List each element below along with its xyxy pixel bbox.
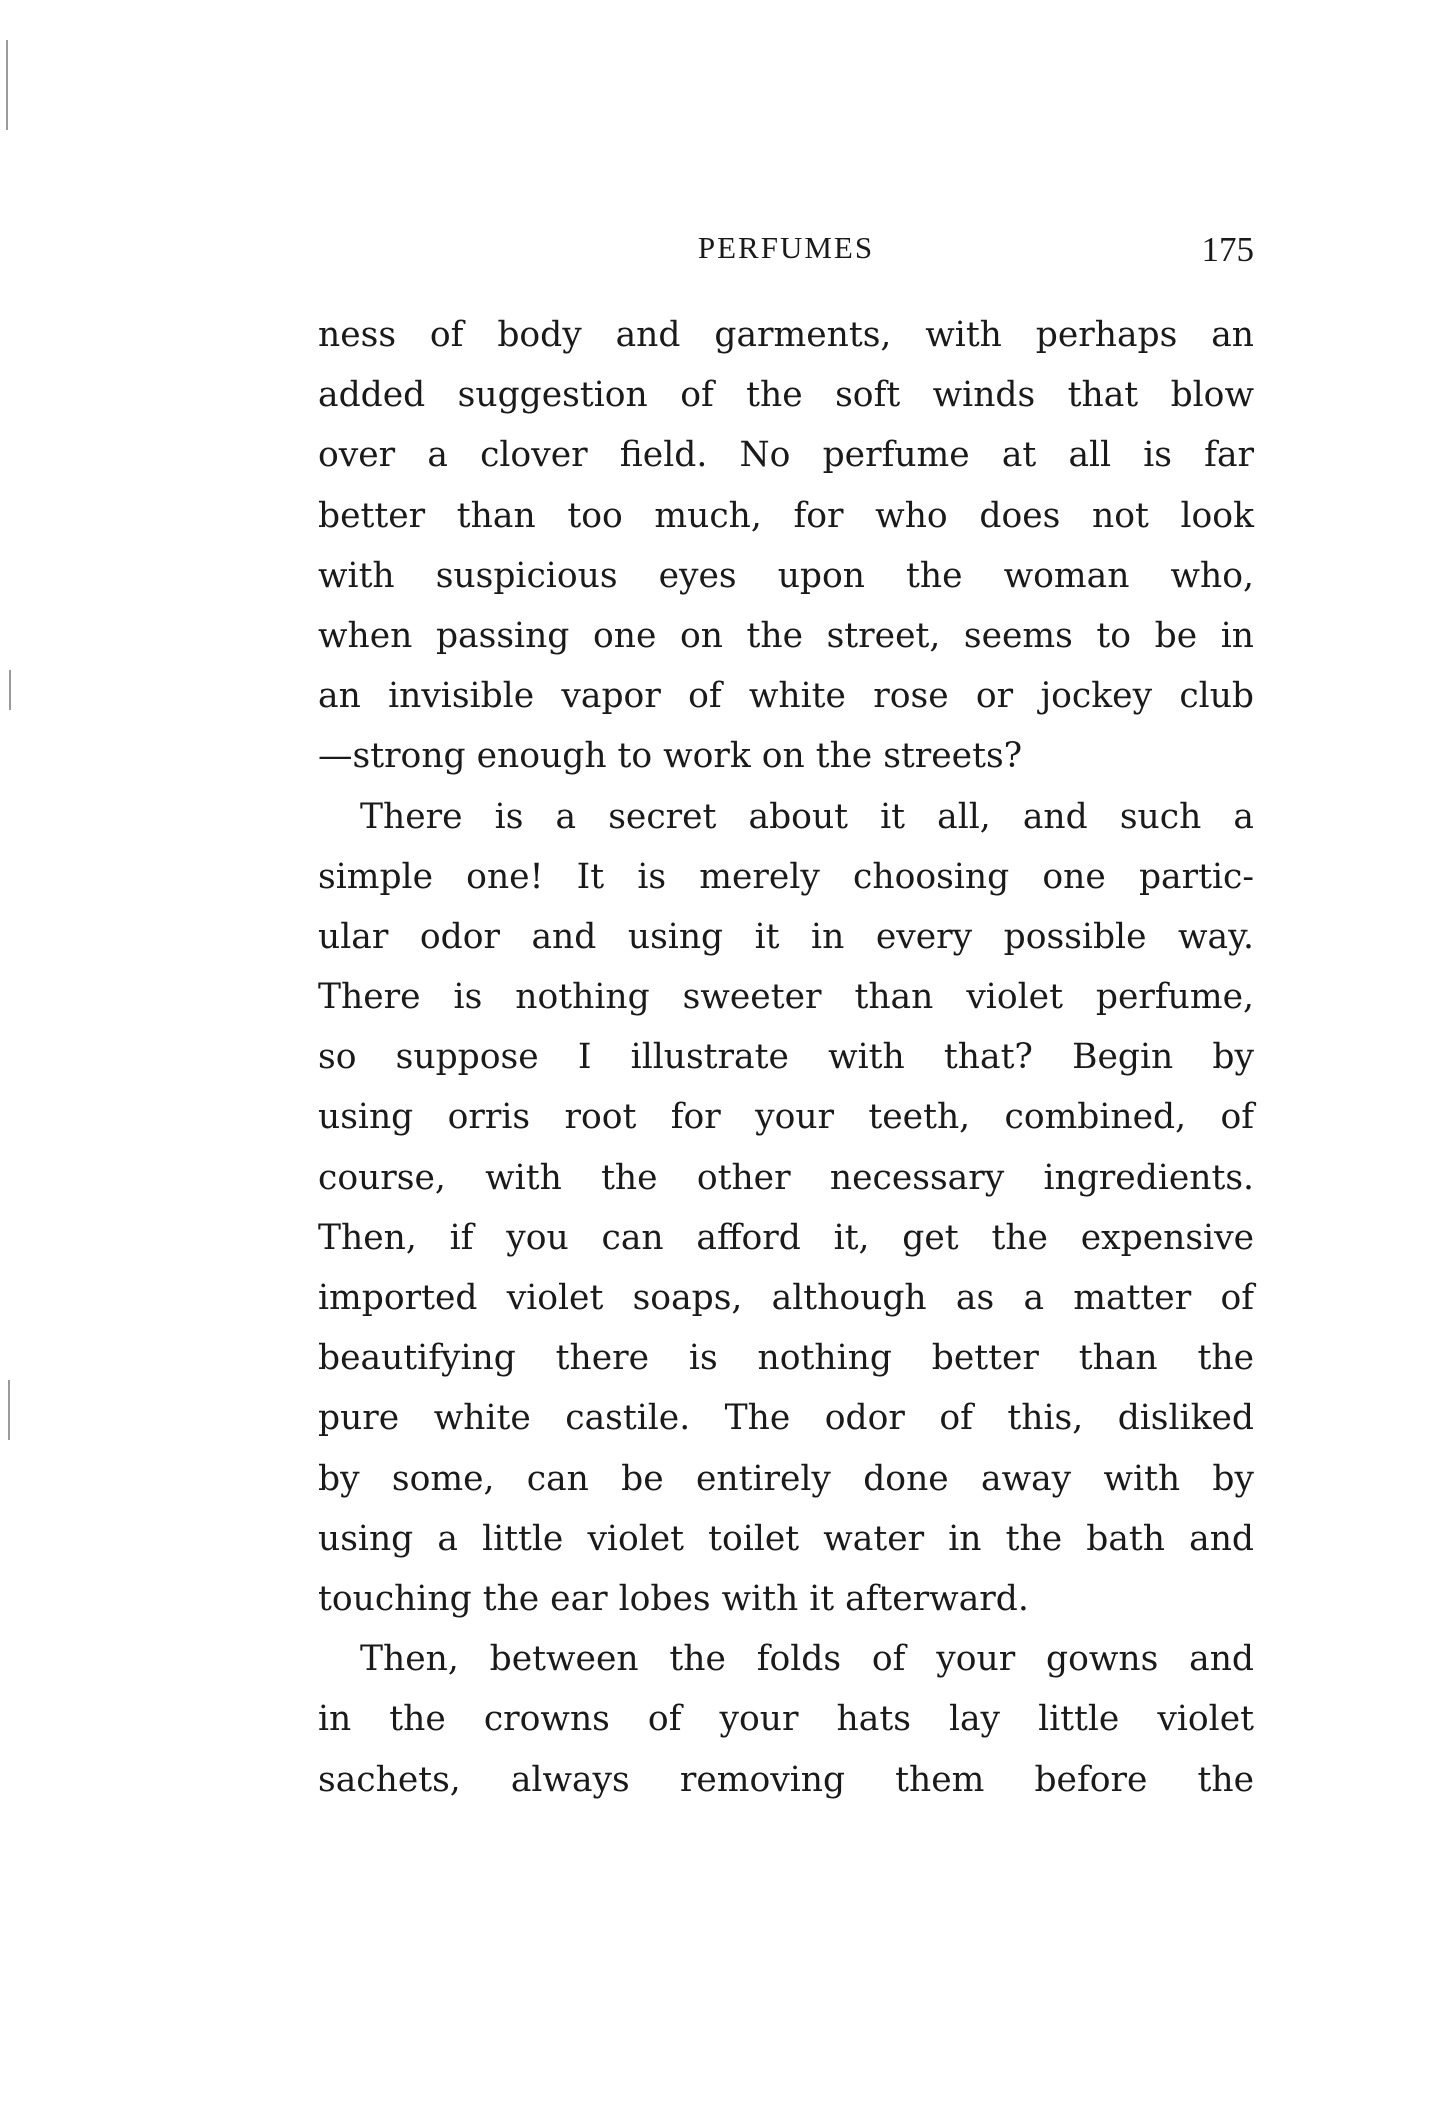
text-line: when passing one on the street, seems to be in bbox=[318, 615, 1254, 656]
text-line: There is nothing sweeter than violet perfume, bbox=[318, 977, 1254, 1018]
text-line: over a clover field. No perfume at all is far bbox=[318, 435, 1254, 476]
text-line: sachets, always removing them before the bbox=[318, 1759, 1254, 1800]
text-line: imported violet soaps, although as a matter of bbox=[318, 1278, 1254, 1318]
text-line: in the crowns of your hats lay little violet bbox=[318, 1699, 1254, 1740]
running-head bbox=[318, 230, 1254, 280]
body-text bbox=[318, 305, 1254, 1810]
text-line: with suspicious eyes upon the woman who, bbox=[318, 555, 1254, 596]
text-line: added suggestion of the soft winds that blow bbox=[318, 375, 1254, 416]
text-line: ular odor and using it in every possible way. bbox=[318, 916, 1254, 957]
text-line: an invisible vapor of white rose or jockey club bbox=[318, 676, 1254, 717]
page-number: 175 bbox=[1201, 230, 1254, 269]
text-line: Then, if you can afford it, get the expensive bbox=[318, 1217, 1254, 1258]
text-line: ness of body and garments, with perhaps an bbox=[318, 315, 1254, 355]
paragraph-start-line: Then, between the folds of your gowns and bbox=[360, 1639, 1254, 1680]
text-line: by some, can be entirely done away with by bbox=[318, 1458, 1254, 1499]
text-line: course, with the other necessary ingredients. bbox=[318, 1157, 1254, 1198]
text-line: simple one! It is merely choosing one partic- bbox=[318, 856, 1254, 897]
text-line: —strong enough to work on the streets? bbox=[318, 736, 1023, 777]
paragraph-start-line: There is a secret about it all, and such a bbox=[360, 796, 1254, 837]
text-line: so suppose I illustrate with that? Begin by bbox=[318, 1037, 1254, 1078]
text-line: better than too much, for who does not look bbox=[318, 495, 1254, 536]
running-title: PERFUMES bbox=[697, 230, 875, 265]
text-line: touching the ear lobes with it afterward. bbox=[318, 1578, 1029, 1619]
text-line: using a little violet toilet water in the bath and bbox=[318, 1518, 1254, 1559]
text-line: beautifying there is nothing better than the bbox=[318, 1338, 1254, 1379]
text-line: using orris root for your teeth, combined, of bbox=[318, 1097, 1254, 1138]
scan-edge-mark bbox=[9, 670, 11, 710]
scan-edge-mark bbox=[8, 1380, 10, 1440]
scan-edge-mark bbox=[6, 40, 8, 130]
text-line: pure white castile. The odor of this, disliked bbox=[318, 1398, 1254, 1439]
